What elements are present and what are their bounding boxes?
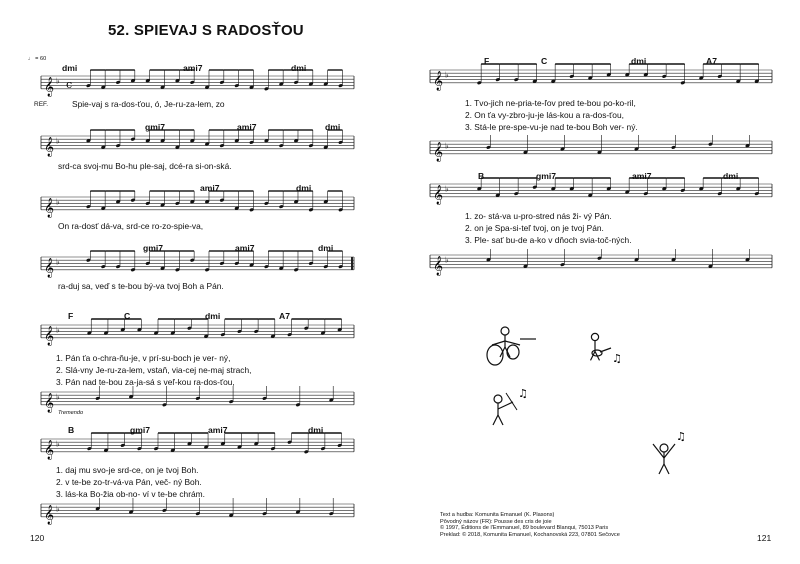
chord-label: ami7 (208, 425, 228, 435)
treble-clef: 𝄞 (44, 197, 55, 218)
drum (507, 345, 519, 359)
flat-key-signature: ♭ (56, 76, 60, 86)
chord-label: gmi7 (145, 122, 166, 132)
chord-label: A7 (279, 311, 290, 321)
chord-label: B (478, 171, 485, 181)
dancer-figure-head (660, 444, 668, 452)
lyric-line: 3. Stá-le pre-spe-vu-je nad te-bou Boh ver- ný. (465, 122, 638, 132)
flat-key-signature: ♭ (56, 439, 60, 449)
chord-label: dmi (325, 122, 341, 132)
chord-label: A7 (706, 56, 717, 66)
flat-key-signature: ♭ (445, 141, 449, 151)
credit-line: Pôvodný názov (FR): Pousse des cris de joie (440, 518, 552, 525)
flat-key-signature: ♭ (445, 70, 449, 80)
chord-label: dmi (631, 56, 647, 66)
lyric-line: 2. on je Spa-si-teľ tvoj, on je tvoj Pán. (465, 223, 604, 233)
treble-clef: 𝄞 (44, 325, 55, 346)
treble-clef: 𝄞 (433, 141, 444, 162)
chord-label: ami7 (235, 243, 255, 253)
chord-label: dmi (723, 171, 739, 181)
lyric-line: srd-ca svoj-mu Bo-hu ple-saj, dcé-ra si-on-ská. (58, 161, 232, 171)
treble-clef: 𝄞 (433, 70, 444, 91)
violinist-figure-leg (493, 415, 498, 425)
flat-key-signature: ♭ (56, 136, 60, 146)
treble-clef: 𝄞 (44, 257, 55, 278)
violinist-figure-leg (498, 415, 503, 425)
lyric-line: 3. Ple- sať bu-de a-ko v dňoch svia-toč-ných. (465, 235, 632, 245)
chord-label: dmi (296, 183, 312, 193)
credits-block (440, 512, 620, 538)
flat-key-signature: ♭ (445, 255, 449, 265)
lyric-line: 3. lás-ka Bo-žia ob-no- ví v te-be chrám. (56, 489, 205, 499)
chord-label: F (68, 311, 74, 321)
treble-clef: 𝄞 (433, 184, 444, 205)
guitarist-figure-head (591, 333, 598, 340)
lyric-line: 2. v te-be zo-tr-vá-va Pán, več- ný Boh. (56, 477, 202, 487)
flat-key-signature: ♭ (56, 325, 60, 335)
credit-line: Text a hudba: Komunita Emanuel (K. Plasons) (440, 512, 555, 518)
violin (498, 402, 513, 409)
lyric-line: Spie-vaj s ra-dos-ťou, ó, Je-ru-za-lem, zo (72, 99, 225, 109)
page-number-left: 120 (30, 533, 45, 543)
lyric-line: 2. On ťa vy-zbro-ju-je lás-kou a ra-dos-ťou, (465, 110, 624, 120)
treble-clef: 𝄞 (44, 392, 55, 413)
chord-label: dmi (318, 243, 334, 253)
chord-label: C (541, 56, 548, 66)
time-signature: c (66, 77, 73, 91)
dynamic-marking: Tremendo (58, 410, 84, 416)
lyric-line: 1. daj mu svo-je srd-ce, on je tvoj Boh. (56, 465, 199, 475)
treble-clef: 𝄞 (44, 504, 55, 525)
lyric-line: 1. Pán ťa o-chra-ňu-je, v prí-su-boch je ver- ný, (56, 353, 231, 363)
violinist-figure-head (494, 395, 502, 403)
chord-label: dmi (308, 425, 324, 435)
chord-label: gmi7 (143, 243, 164, 253)
violin-bow (506, 393, 517, 410)
lyric-line: 2. Slá-vny Je-ru-za-lem, vstaň, via-cej ne-maj strach, (56, 365, 252, 375)
page-number-right: 121 (757, 533, 772, 543)
drummer-figure-head (501, 327, 509, 335)
treble-clef: 𝄞 (44, 439, 55, 460)
flat-key-signature: ♭ (56, 504, 60, 514)
lyric-line: 3. Pán nad te-bou za-ja-sá s veľ-kou ra-dos-ťou, (56, 377, 235, 387)
refrain-label: REF. (34, 101, 49, 108)
drummer-arm (505, 341, 520, 345)
flat-key-signature: ♭ (445, 184, 449, 194)
flat-key-signature: ♭ (56, 257, 60, 267)
chord-label: gmi7 (130, 425, 151, 435)
music-note-icon: ♫ (676, 430, 686, 443)
lyric-line: On ra-dosť dá-va, srd-ce ro-zo-spie-va, (58, 221, 204, 231)
chord-label: ami7 (237, 122, 257, 132)
chord-label: dmi (291, 63, 307, 73)
music-note-icon: ♫ (612, 352, 622, 365)
lyric-line: ra-duj sa, veď s te-bou bý-va tvoj Boh a Pán. (58, 281, 224, 291)
dancer-figure-leg (664, 464, 669, 474)
lyric-line: 1. zo- stá-va u-pro-stred nás ži- vý Pán. (465, 211, 612, 221)
credit-line: Preklad: © 2018, Komunita Emanuel, Kochanovská 223, 07801 Sečovce (440, 531, 620, 538)
chord-label: C (124, 311, 131, 321)
treble-clef: 𝄞 (44, 136, 55, 157)
chord-label: B (68, 425, 75, 435)
treble-clef: 𝄞 (433, 255, 444, 276)
chord-label: ami7 (200, 183, 220, 193)
guitar-neck (600, 348, 611, 352)
dancer-figure-leg (659, 464, 664, 474)
chord-label: gmi7 (536, 171, 557, 181)
chord-label: dmi (205, 311, 221, 321)
song-title: 52. SPIEVAJ S RADOSŤOU (108, 22, 304, 39)
chord-label: ami7 (632, 171, 652, 181)
drummer-arm (492, 341, 505, 345)
treble-clef: 𝄞 (44, 76, 55, 97)
music-note-icon: ♫ (518, 387, 528, 400)
chord-label: ami7 (183, 63, 203, 73)
credit-line: © 1997, Éditions de l'Emmanuel, 89 boulevard Blanqui, 75013 Paris (440, 525, 609, 532)
chord-label: dmi (62, 63, 78, 73)
chord-label: F (484, 56, 490, 66)
lyric-line: 1. Tvo-jich ne-pria-te-ľov pred te-bou po-ko-ril, (465, 98, 636, 108)
flat-key-signature: ♭ (56, 392, 60, 402)
flat-key-signature: ♭ (56, 197, 60, 207)
tempo-marking: ♩ = 60 (28, 56, 47, 62)
